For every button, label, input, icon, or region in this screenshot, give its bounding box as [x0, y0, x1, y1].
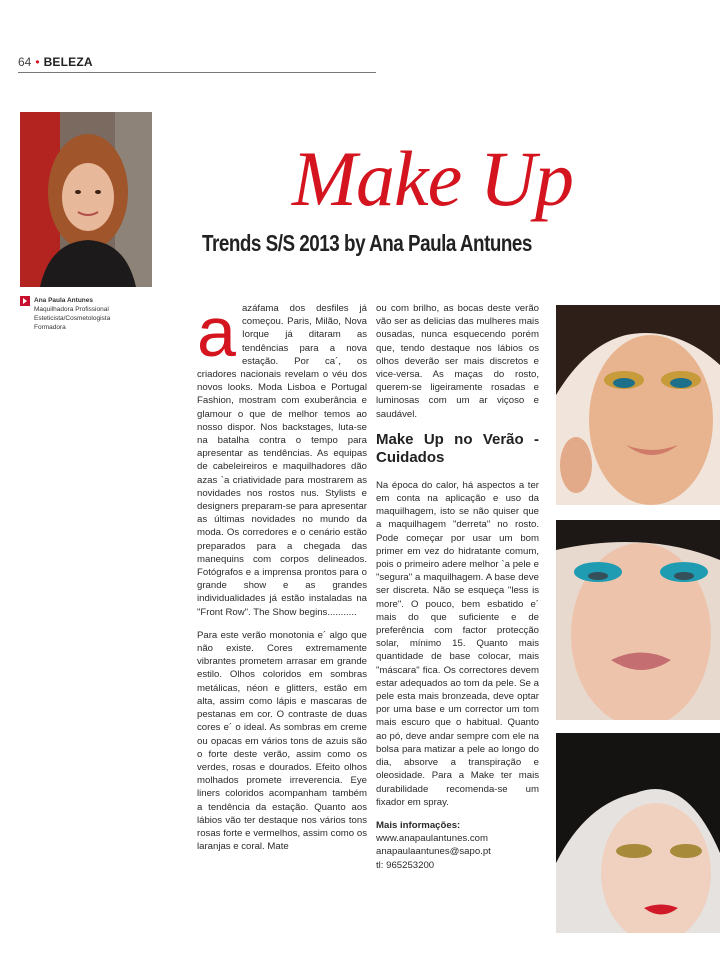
article-paragraph: aazáfama dos desfiles já começou. Paris, Milão, Nova Iorque já ditaram as tendências para a nova estação. Por ca´, os criadores nacionais revelam o véu dos novos looks. Moda Lisboa e Portugal Fashion, mostram com exuberância e glamour o que de melhor temos ao nosso dispor. Nos backstages, luta-se na batalha contra o tempo para apresentar as tendências. As equipas de cabeleireiros e maquilhadores dão azas `a criatividade para mostrarem as novidades nos rostos nus. Stylists e designers preparam-se para apresentar as últimas novidades no mundo da moda. Os corredores e o cenário estão preparados para a chegada das manequins com corpos delineados. Fotógrafos e a imprensa prontos para o grande show e as grandes individualidades já estão instaladas na "Front Row". The Show begins........... [197, 293, 367, 618]
page-header [18, 52, 376, 73]
article-title: Make Up [292, 135, 574, 222]
author-role: Formadora [34, 324, 66, 331]
article-column-2 [376, 302, 539, 872]
article-paragraph: ou com brilho, as bocas deste verão vão ser as delicias das mulheres mais ousadas, nunca esquecendo porém que, tendo destaque nos lábios os olhos deverão ser mais discretos e vice-versa. As maças do rosto, querem-se ligeiramente rosadas e luminosas com um ar viçoso e saudável. [376, 303, 539, 420]
email-link[interactable]: anapaulaantunes@sapo.pt [376, 846, 491, 858]
article-paragraph: Para este verão monotonia e´ algo que não existe. Cores extremamente vibrantes prometem arrasar em grande estilo. Olhos coloridos em sombras metálicas, néon e glitters, estão em alta, assim como lápis e mascaras de pestanas em cor. O contraste de duas cores e´ o ideal. As sombras em creme ou opacas em vários tons de azuis são o forte deste verão, assim como os verdes, rosas e dourados. Efeito olhos molhados promete irreverencia. Eye liners coloridos acompanham também a tendência da estação. Quanto aos lábios vão ter destaque nos vários tons rosas forte e vermelhos, assim como os laranjas e coral. Mate [197, 629, 367, 853]
section-subheading: Make Up no Verão - Cuidados [376, 430, 539, 466]
phone-number: tl: 965253200 [376, 859, 435, 871]
author-caption [20, 296, 160, 332]
author-role: Maquilhadora Profissional [34, 306, 109, 313]
author-portrait [20, 112, 152, 287]
drop-cap: a [197, 293, 236, 371]
author-role: Esteticista/Cosmetologista [34, 315, 111, 322]
arrow-icon [20, 296, 30, 306]
model-photo-3 [556, 733, 720, 933]
author-name: Ana Paula Antunes [34, 297, 93, 304]
info-heading: Mais informações: [376, 819, 461, 831]
article-subtitle: Trends S/S 2013 by Ana Paula Antunes [202, 230, 532, 256]
article-column-1 [197, 293, 367, 863]
bullet-icon: • [35, 55, 40, 69]
section-label: BELEZA [43, 55, 93, 69]
page-number: 64 [18, 55, 32, 69]
website-link[interactable]: www.anapaulantunes.com [376, 833, 488, 845]
article-paragraph: Na época do calor, há aspectos a ter em conta na aplicação e uso da maquilhagem, isto se não quiser que a maquilhagem "derreta" no rosto. Pode começar por usar um bom primer em vez do hidratante comum, pois o primeiro adere melhor `a pele e "segura" a maquilhagem. A base deve ser discreta. Não se esqueça "less is more". O pouco, bem esbatido e´ mais do que suficiente e de preferência com factor protecção solar, mínimo 15. Quanto mais quantidade de base colocar, mais "máscara" fica. Os correctores devem estar adequados ao tom da pele. Se a pele esta mais bronzeada, deve optar por uma base e um corrector um tom mais escuro que o habitual. Quanto ao pó, deve andar sempre com ele na bolsa para matizar a pele ao longo do dia, absorve a transpiração e oleosidade. Para a Make ter mais durabilidade recomenda-se um fixador em spray. [376, 479, 539, 808]
model-photo-1 [556, 305, 720, 505]
model-photo-2 [556, 520, 720, 720]
